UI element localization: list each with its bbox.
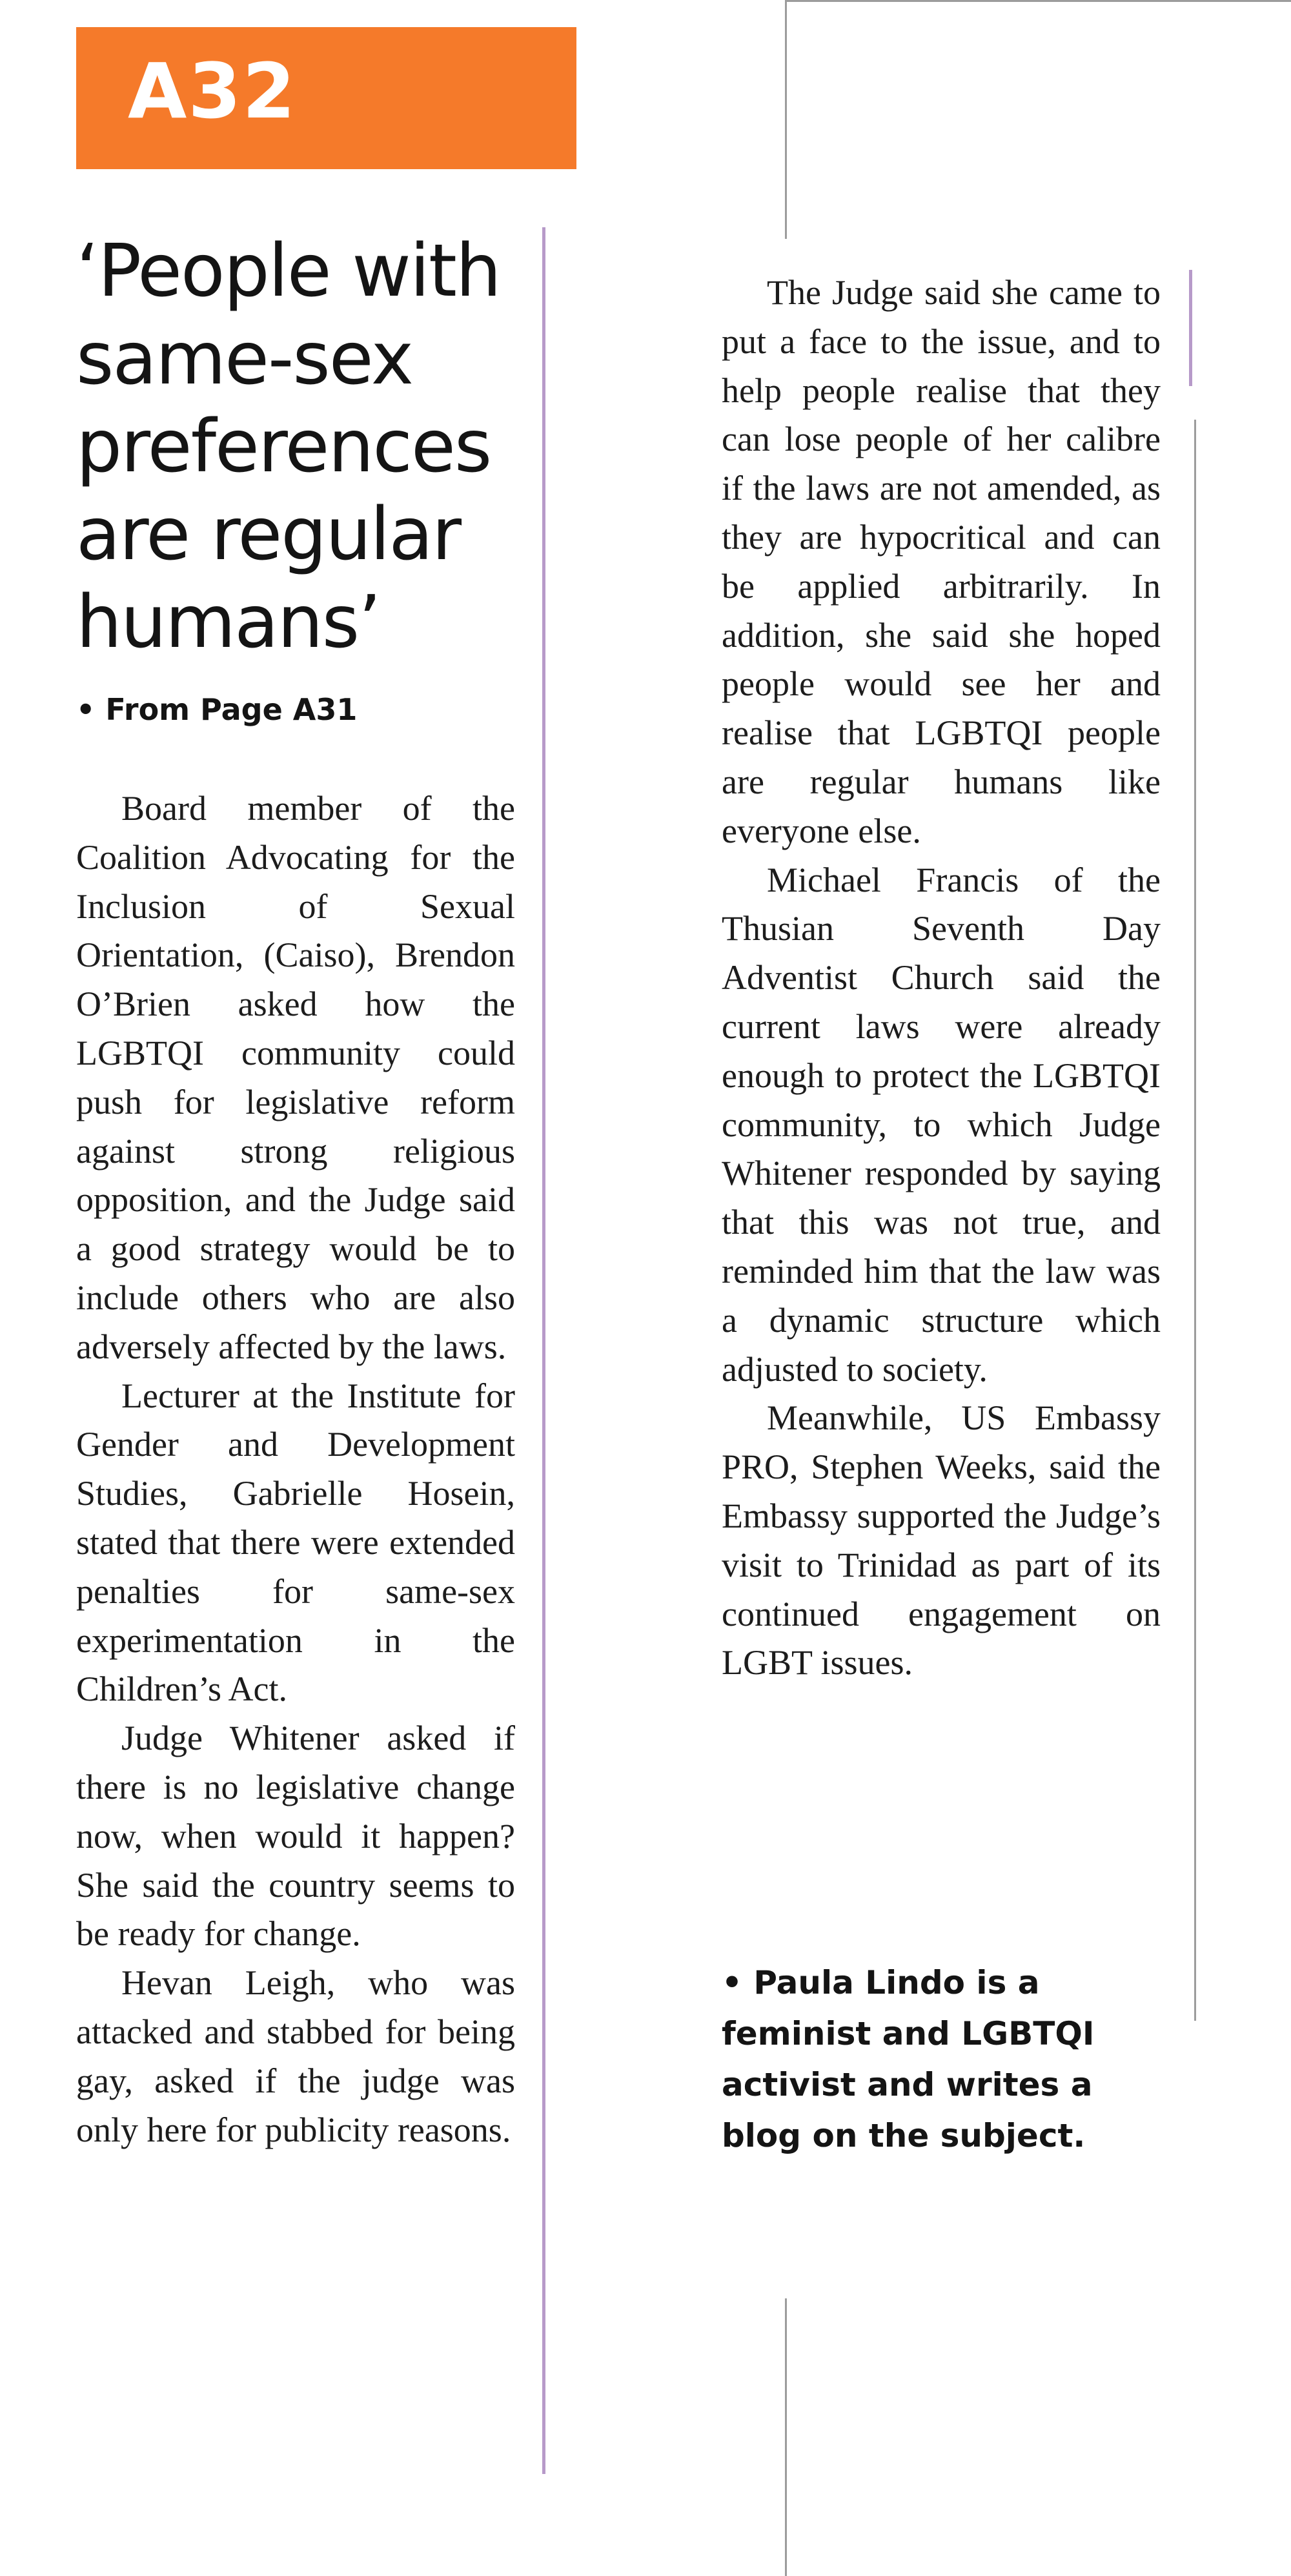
page-number: A32 [128,46,297,136]
page-number-badge [76,27,576,169]
paragraph: Michael Francis of the Thusian Seventh Day Adventist Church said the current laws were already enough to protect the LGBTQI community, to which Judge Whitener responded by saying that this was not true, and reminded him that the law was a dynamic structure which adjusted to society. [722,860,1161,1389]
paragraph: Hevan Leigh, who was attacked and stabbed for being gay, asked if the judge was only here for publicity reasons. [76,1963,515,2149]
article-headline: ‘People with same-sex preferences are regular humans’ [76,229,500,664]
paragraph: Judge Whitener asked if there is no legislative change now, when would it happen? She said the country seems to be ready for change. [76,1719,515,1954]
frame-rule-top-horizontal [785,0,1291,2]
column-divider-left [542,227,545,2474]
paragraph: Meanwhile, US Embassy PRO, Stephen Weeks, said the Embassy supported the Judge’s visit to Trinidad as part of its continued engagement on LGBT issues. [722,1398,1161,1682]
author-byline: • Paula Lindo is a feminist and LGBTQI activist and writes a blog on the subject. [722,1964,1095,2154]
column-divider-right [1194,420,1196,2021]
frame-rule-top-left-vertical [785,0,787,239]
article-column-right [722,269,1161,1688]
frame-rule-bottom-vertical [785,2298,787,2576]
paragraph: Board member of the Coalition Advocating for the Inclusion of Sexual Orientation, (Caiso), Brendon O’Brien asked how the LGBTQI community could push for legislative reform against strong religious opposition, and the Judge said a good strategy would be to include others who are also adversely affected by the laws. [76,789,515,1366]
article-column-left [76,784,515,2154]
column-divider-right-short [1189,270,1192,386]
paragraph: Lecturer at the Institute for Gender and Development Studies, Gabrielle Hosein, stated that there were extended penalties for same-sex experimentation in the Children’s Act. [76,1376,515,1709]
continuation-note: • From Page A31 [76,692,358,727]
paragraph: The Judge said she came to put a face to the issue, and to help people realise that they can lose people of her calibre if the laws are not amended, as they are hypocritical and can be applied arbitrarily. In addition, she said she hoped people would see her and realise that LGBTQI people are regular humans like everyone else. [722,273,1161,850]
